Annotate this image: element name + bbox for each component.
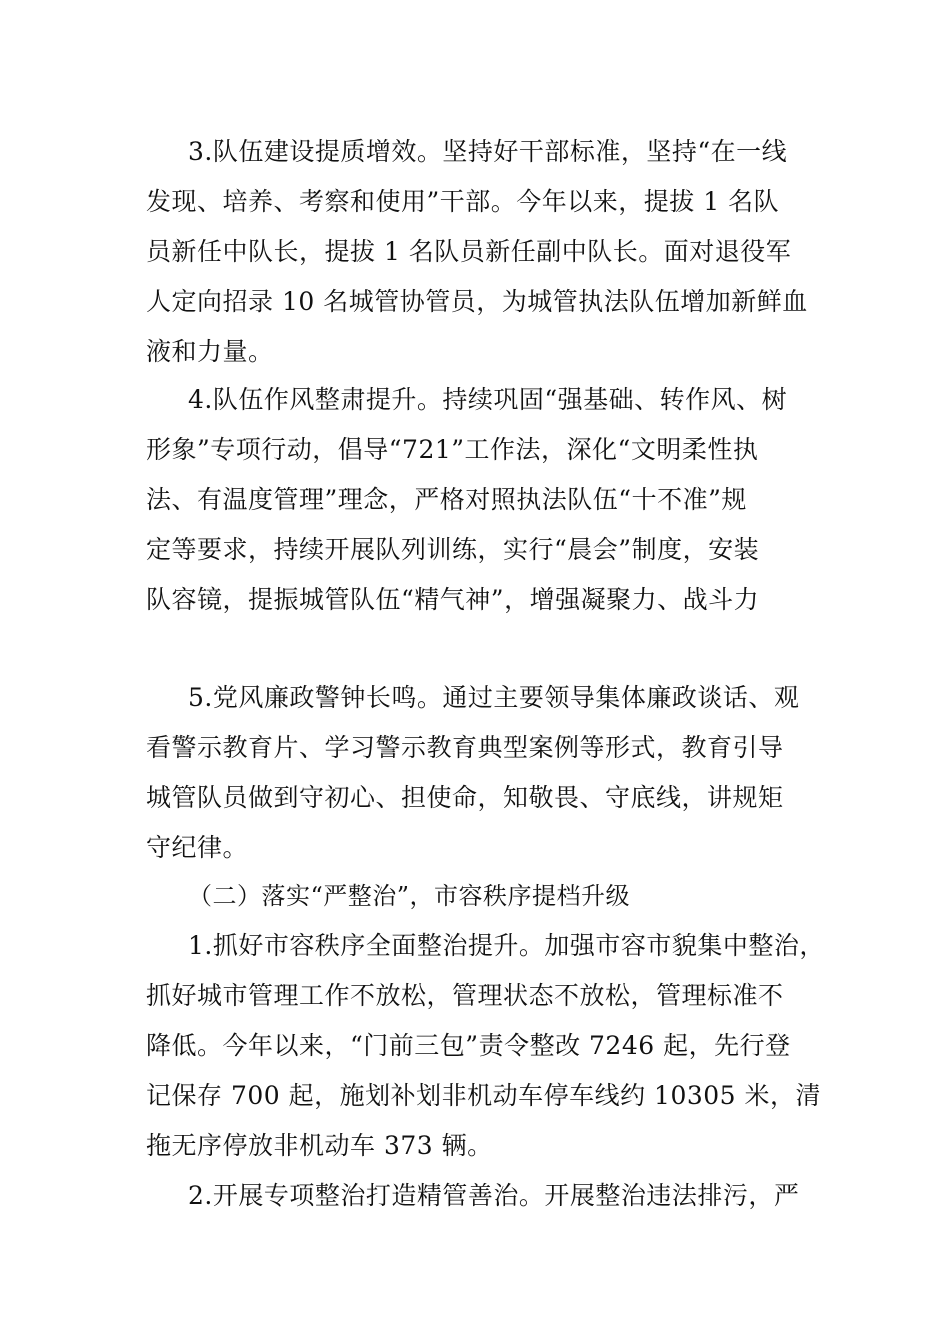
section-2-paragraph-2-line-1: 2.开展专项整治打造精管善治。开展整治违法排污，严 xyxy=(188,1181,800,1210)
paragraph-3-line-5: 液和力量。 xyxy=(146,337,274,366)
paragraph-5-line-3: 城管队员做到守初心、担使命，知敬畏、守底线，讲规矩 xyxy=(146,783,784,812)
paragraph-4-line-1: 4.队伍作风整肃提升。持续巩固“强基础、转作风、树 xyxy=(188,385,788,414)
paragraph-4-line-3: 法、有温度管理”理念，严格对照执法队伍“十不准”规 xyxy=(146,485,747,514)
paragraph-3-line-1: 3.队伍建设提质增效。坚持好干部标准，坚持“在一线 xyxy=(188,137,788,166)
paragraph-5-line-2: 看警示教育片、学习警示教育典型案例等形式，教育引导 xyxy=(146,733,784,762)
paragraph-5-line-4: 守纪律。 xyxy=(146,833,249,862)
paragraph-4-line-5: 队容镜，提振城管队伍“精气神”，增强凝聚力、战斗力 xyxy=(146,585,760,614)
section-2-paragraph-1-line-5: 拖无序停放非机动车 373 辆。 xyxy=(146,1131,493,1160)
section-2-paragraph-1-line-3: 降低。今年以来，“门前三包”责令整改 7246 起，先行登 xyxy=(146,1031,791,1060)
section-heading-2: （二）落实“严整治”，市容秩序提档升级 xyxy=(188,882,631,910)
paragraph-3-line-4: 人定向招录 10 名城管协管员，为城管执法队伍增加新鲜血 xyxy=(146,287,808,316)
paragraph-4-line-4: 定等要求，持续开展队列训练，实行“晨会”制度，安装 xyxy=(146,535,760,564)
paragraph-3-line-3: 员新任中队长，提拔 1 名队员新任副中队长。面对退役军 xyxy=(146,237,792,266)
section-2-paragraph-1-line-2: 抓好城市管理工作不放松，管理状态不放松，管理标准不 xyxy=(146,981,784,1010)
paragraph-3-line-2: 发现、培养、考察和使用”干部。今年以来，提拔 1 名队 xyxy=(146,187,780,216)
section-2-paragraph-1-line-1: 1.抓好市容秩序全面整治提升。加强市容市貌集中整治， xyxy=(188,931,825,960)
section-2-paragraph-1-line-4: 记保存 700 起，施划补划非机动车停车线约 10305 米，清 xyxy=(146,1081,822,1110)
paragraph-4-line-2: 形象”专项行动，倡导“721”工作法，深化“文明柔性执 xyxy=(146,435,759,464)
paragraph-5-line-1: 5.党风廉政警钟长鸣。通过主要领导集体廉政谈话、观 xyxy=(188,683,800,712)
